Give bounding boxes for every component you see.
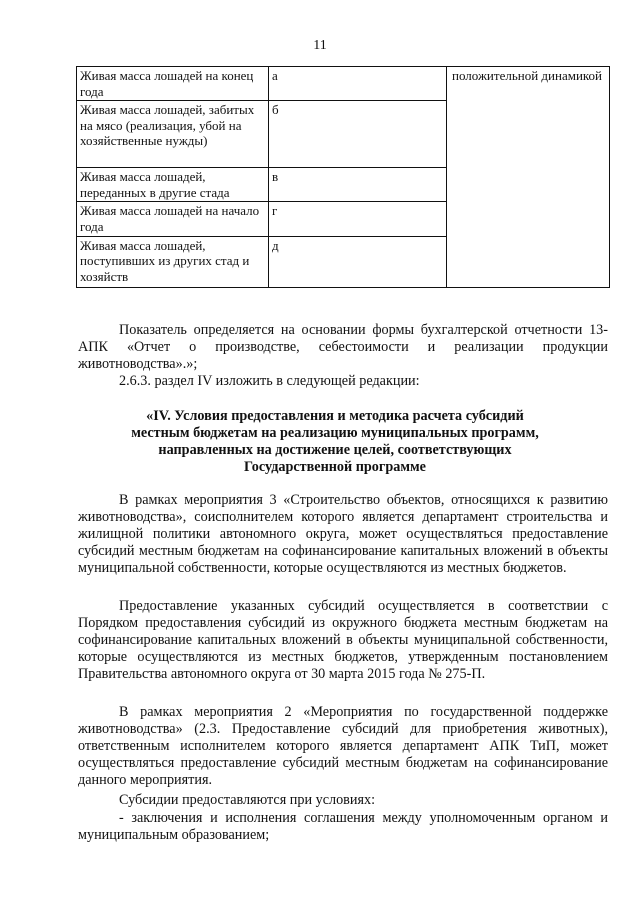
table-cell-code: д [269, 236, 447, 287]
table-cell-note [447, 67, 610, 288]
heading-line: Государственной программе [244, 459, 426, 475]
table-cell-name: Живая масса лошадей, переданных в другие стада [77, 168, 269, 202]
section-heading [90, 408, 580, 476]
table-cell-code: б [269, 101, 447, 168]
paragraph-indicator-source: Показатель определяется на основании формы бухгалтерской отчетности 13-АПК «Отчет о производстве, себестоимости и реализации продукции животноводства».»; [78, 322, 608, 372]
heading-line: местным бюджетам на реализацию муниципальных программ, [131, 425, 539, 441]
table-cell-code: г [269, 202, 447, 236]
table-cell-name: Живая масса лошадей, забитых на мясо (реализация, убой на хозяйственные нужды) [77, 101, 269, 168]
table-cell-code: в [269, 168, 447, 202]
note-text: положительной динамикой [452, 68, 603, 83]
heading-line: направленных на достижение целей, соответствующих [158, 442, 512, 458]
paragraph-measure-3: В рамках мероприятия 3 «Строительство объектов, относящихся к развитию животноводства», соисполнителем которого является департамент строительства и жилищной политики автономного округа, может осуществляться предоставление субсидий местным бюджетам на софинансирование капитальных вложений в объекты муниципальной собственности, которые осуществляются из местных бюджетов. [78, 492, 608, 576]
paragraph-subsidy-procedure: Предоставление указанных субсидий осуществляется в соответствии с Порядком предоставления субсидий из окружного бюджета местным бюджетам на софинансирование капитальных вложений в объекты муниципальной собственности, которые осуществляются из местных бюджетов, утвержденным постановлением Правительства автономного округа от 30 марта 2015 года № 275-П. [78, 598, 608, 682]
table-cell-name: Живая масса лошадей, поступивших из других стад и хозяйств [77, 236, 269, 287]
paragraph-measure-2: В рамках мероприятия 2 «Мероприятия по государственной поддержке животноводства» (2.3. Предоставление субсидий для приобретения животных), ответственным исполнителем которого является департамент АПК ТиП, может осуществляться предоставление субсидий местным бюджетам на софинансирование данного мероприятия. [78, 704, 608, 788]
table-cell-name: Живая масса лошадей на конец года [77, 67, 269, 101]
table-row [77, 67, 610, 101]
table-cell-name: Живая масса лошадей на начало года [77, 202, 269, 236]
table-cell-code: а [269, 67, 447, 101]
paragraph-section-change: 2.6.3. раздел IV изложить в следующей редакции: [119, 373, 420, 389]
indicator-table [76, 66, 610, 288]
page-number: 11 [313, 38, 327, 53]
paragraph-condition-item: - заключения и исполнения соглашения между уполномоченным органом и муниципальным образованием; [78, 810, 608, 843]
paragraph-conditions: Субсидии предоставляются при условиях: [119, 792, 376, 808]
heading-line: «IV. Условия предоставления и методика расчета субсидий [146, 408, 524, 424]
